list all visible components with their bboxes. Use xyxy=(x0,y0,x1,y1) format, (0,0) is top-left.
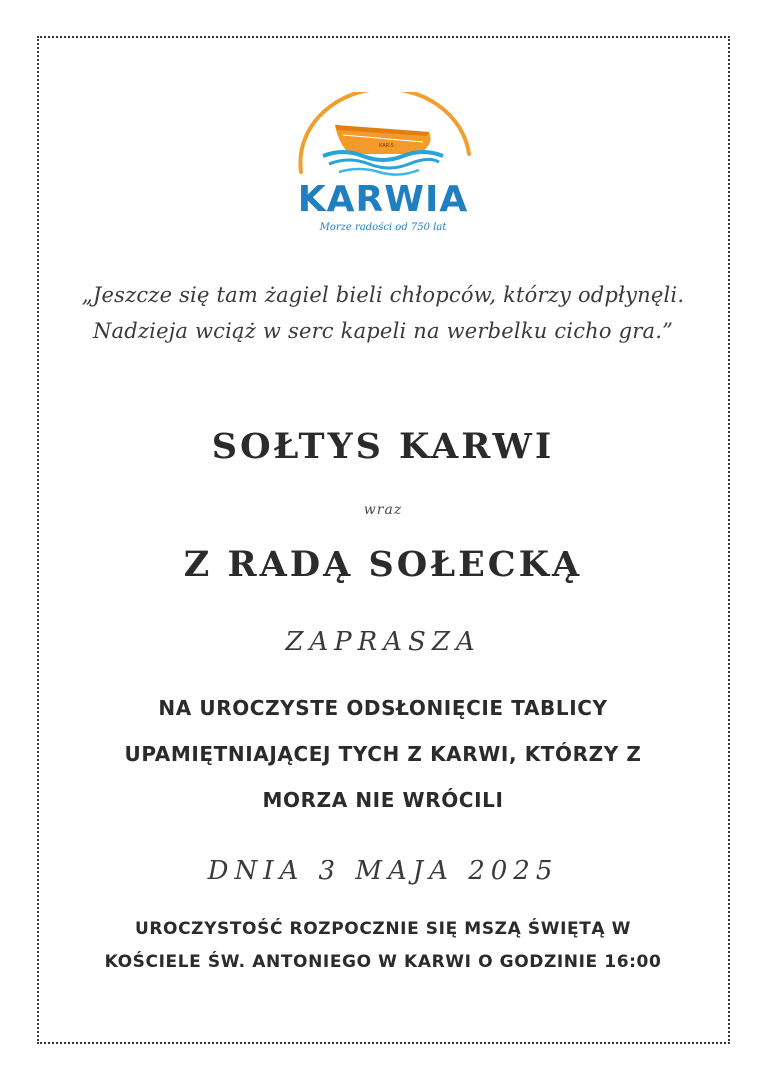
logo-tagline: Morze radości od 750 lat xyxy=(319,222,447,233)
boat-waves-icon xyxy=(283,92,483,182)
mass-line: UROCZYSTOŚĆ ROZPOCZNIE SIĘ MSZĄ ŚWIĘTĄ W xyxy=(134,919,632,939)
invitation-line: MORZA NIE WRÓCILI xyxy=(262,788,504,812)
heading-rada-solecka: Z RADĄ SOŁECKĄ xyxy=(183,544,583,585)
invitation-line: UPAMIĘTNIAJĄCEJ TYCH Z KARWI, KTÓRZY Z xyxy=(124,742,642,766)
quote-line: Nadzieja wciąż w serc kapeli na werbelku cicho gra.” xyxy=(92,319,674,343)
boat-label: KAR-5 xyxy=(379,143,394,149)
mass-info xyxy=(60,913,706,979)
invites-text: ZAPRASZA xyxy=(285,627,481,657)
heading-soltys: SOŁTYS KARWI xyxy=(211,426,555,467)
invitation-text xyxy=(60,685,706,823)
invitation-line: NA UROCZYSTE ODSŁONIĘCIE TABLICY xyxy=(158,696,608,720)
quote-line: „Jeszcze się tam żagiel bieli chłopców, którzy odpłynęli. xyxy=(81,283,685,307)
event-date: DNIA 3 MAJA 2025 xyxy=(207,856,559,886)
logo-wordmark: KARWIA xyxy=(297,179,469,220)
mass-line: KOŚCIELE ŚW. ANTONIEGO W KARWI O GODZINIE 16:00 xyxy=(104,952,662,972)
poem-quote xyxy=(40,277,726,349)
karwia-logo xyxy=(283,92,483,242)
connector-text: wraz xyxy=(363,502,403,518)
